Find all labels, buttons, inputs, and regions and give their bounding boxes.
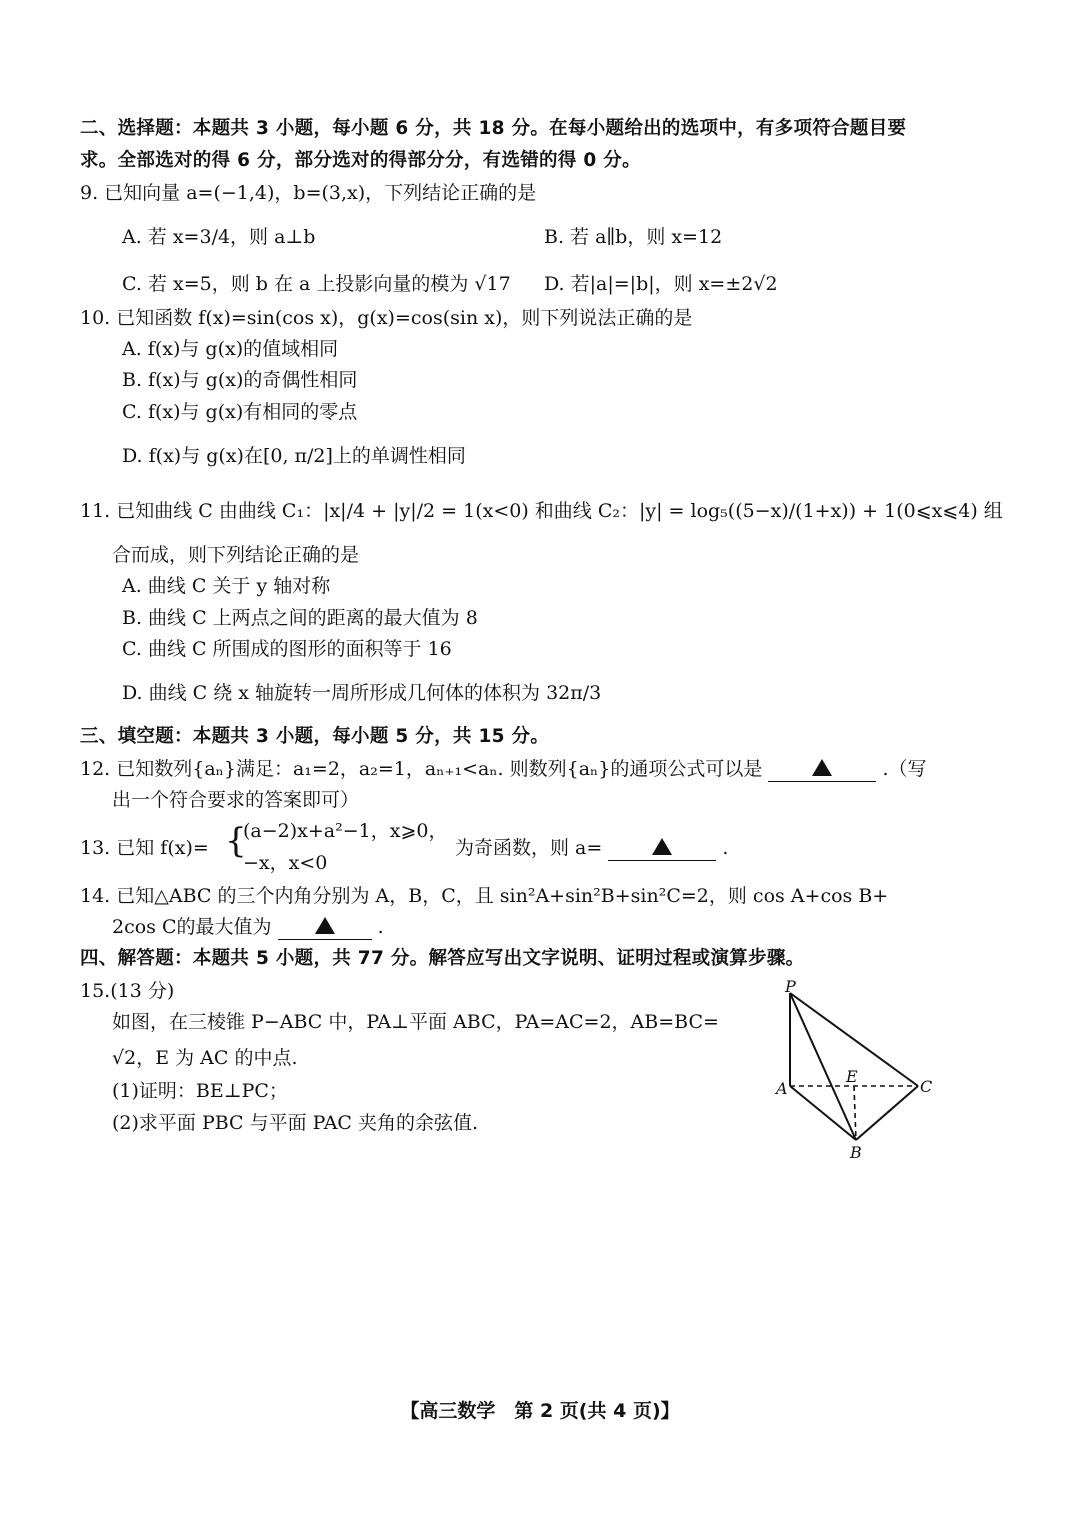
segment-be-hidden	[854, 1086, 856, 1140]
q14-cont: 2cos C的最大值为	[112, 916, 272, 938]
q13-brace: {	[225, 821, 247, 861]
section4-header: 四、解答题：本题共 5 小题，共 77 分。解答应写出文字说明、证明过程或演算步骤。	[80, 948, 805, 969]
q15-line1: 如图，在三棱锥 P−ABC 中，PA⊥平面 ABC，PA=AC=2，AB=BC=	[112, 1011, 719, 1033]
q13-end: .	[722, 837, 729, 859]
q10-option-d: D. f(x)与 g(x)在[0, π/2]上的单调性相同	[122, 445, 466, 467]
q9-option-b: B. 若 a∥b，则 x=12	[544, 226, 723, 248]
q12-after: .（写	[882, 758, 927, 780]
section2-header-line2: 求。全部选对的得 6 分，部分选对的得部分分，有选错的得 0 分。	[80, 150, 641, 171]
page-footer: 【高三数学 第 2 页(共 4 页)】	[400, 1400, 680, 1422]
q10-stem: 10. 已知函数 f(x)=sin(cos x)，g(x)=cos(sin x)，则下列说法正确的是	[80, 307, 693, 329]
tetrahedron-figure	[770, 978, 950, 1164]
q9-option-a: A. 若 x=3/4，则 a⊥b	[122, 226, 316, 248]
q10-option-a: A. f(x)与 g(x)的值域相同	[122, 338, 339, 360]
edge-bc	[856, 1086, 918, 1140]
q15-part1: (1)证明：BE⊥PC；	[112, 1080, 288, 1102]
triangle-icon	[812, 759, 832, 776]
q11-stem: 11. 已知曲线 C 由曲线 C₁：|x|/4 + |y|/2 = 1(x<0) 和曲线 C₂：|y| = log₅((5−x)/(1+x)) + 1(0⩽x⩽4) 组	[80, 500, 1003, 522]
q13-case1: (a−2)x+a²−1，x⩾0，	[243, 820, 448, 842]
label-e: E	[846, 1067, 858, 1086]
q15-part2: (2)求平面 PBC 与平面 PAC 夹角的余弦值.	[112, 1112, 479, 1134]
q14-line2	[112, 914, 384, 940]
q15-head: 15.(13 分)	[80, 980, 175, 1002]
q10-option-b: B. f(x)与 g(x)的奇偶性相同	[122, 369, 358, 391]
q9-stem: 9. 已知向量 a=(−1,4)，b=(3,x)，下列结论正确的是	[80, 182, 537, 204]
q14-end: .	[377, 916, 384, 938]
label-b: B	[850, 1143, 862, 1162]
q13-answer-blank	[608, 838, 716, 861]
q9-option-c: C. 若 x=5，则 b 在 a 上投影向量的模为 √17	[122, 273, 511, 295]
q11-option-d: D. 曲线 C 绕 x 轴旋转一周所形成几何体的体积为 32π/3	[122, 682, 602, 704]
q13-prefix: 13. 已知 f(x)=	[80, 837, 209, 859]
q11-stem-cont: 合而成，则下列结论正确的是	[112, 544, 360, 566]
q15-line2: √2，E 为 AC 的中点.	[112, 1047, 298, 1069]
triangle-icon	[315, 917, 335, 934]
q9-option-d: D. 若|a|=|b|，则 x=±2√2	[544, 273, 778, 295]
edge-ab	[790, 1086, 856, 1140]
q11-option-c: C. 曲线 C 所围成的图形的面积等于 16	[122, 638, 452, 660]
q12-stem: 12. 已知数列{aₙ}满足：a₁=2，a₂=1，aₙ₊₁<aₙ. 则数列{aₙ}的通项公式可以是	[80, 758, 763, 780]
q12-answer-blank	[768, 759, 876, 782]
q13-tail	[455, 835, 728, 861]
q14-answer-blank	[278, 917, 372, 940]
label-a: A	[776, 1079, 788, 1098]
q11-option-b: B. 曲线 C 上两点之间的距离的最大值为 8	[122, 607, 478, 629]
label-p: P	[785, 978, 796, 996]
q14-stem: 14. 已知△ABC 的三个内角分别为 A，B，C，且 sin²A+sin²B+sin²C=2，则 cos A+cos B+	[80, 885, 889, 907]
triangle-icon	[652, 838, 672, 855]
q13-case2: −x，x<0	[243, 852, 328, 874]
q12-line	[80, 756, 927, 782]
q13-suffix: 为奇函数，则 a=	[455, 837, 603, 859]
q10-option-c: C. f(x)与 g(x)有相同的零点	[122, 401, 358, 423]
q11-option-a: A. 曲线 C 关于 y 轴对称	[122, 575, 331, 597]
q12-cont: 出一个符合要求的答案即可）	[112, 789, 360, 811]
label-c: C	[920, 1077, 933, 1096]
section3-header: 三、填空题：本题共 3 小题，每小题 5 分，共 15 分。	[80, 726, 550, 747]
placeholder	[790, 993, 854, 1086]
section2-header-line1: 二、选择题：本题共 3 小题，每小题 6 分，共 18 分。在每小题给出的选项中，有多项符合题目要	[80, 118, 907, 139]
